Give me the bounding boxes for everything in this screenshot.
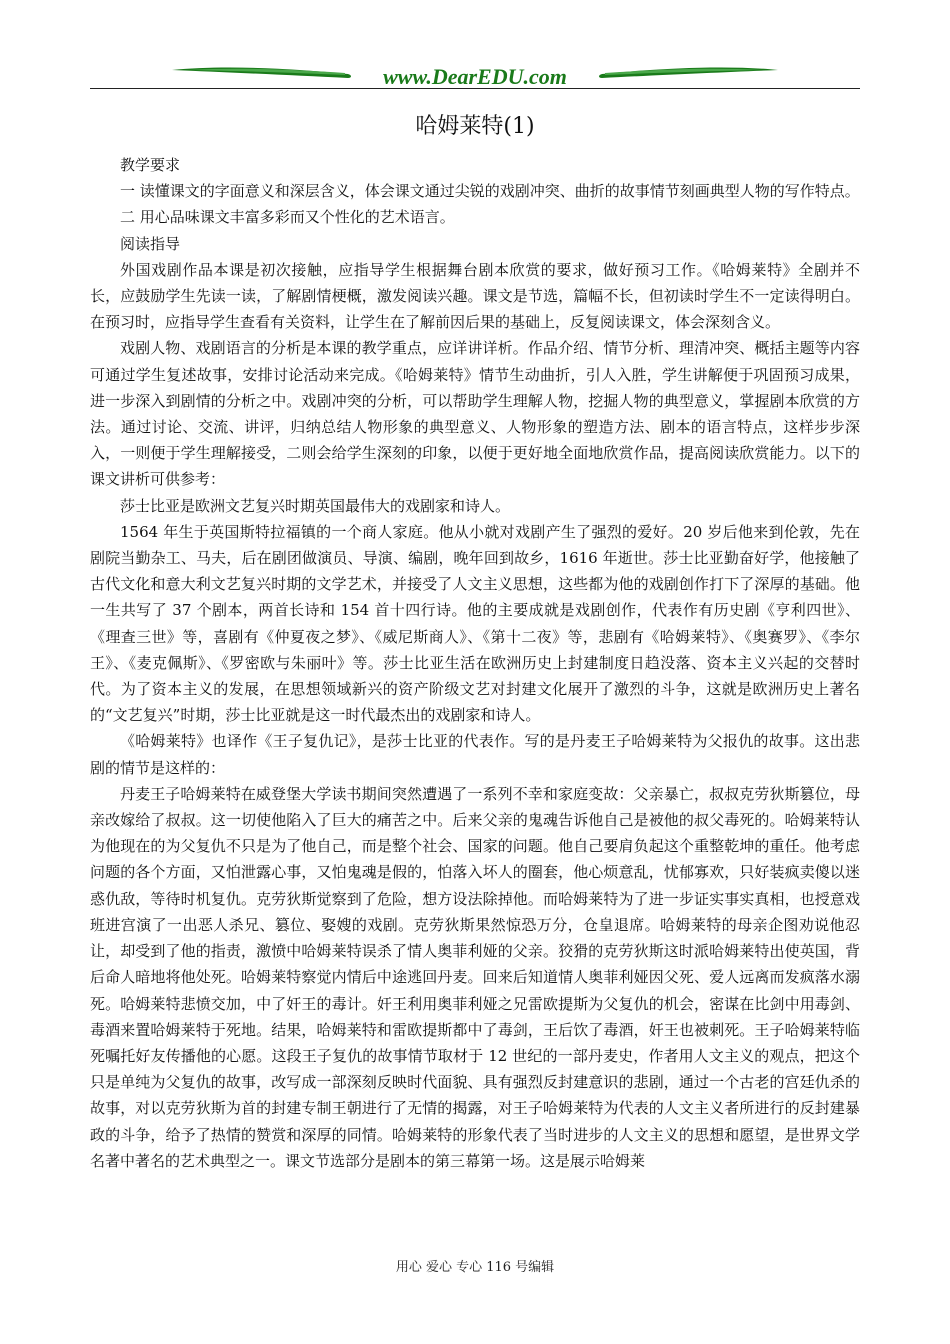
document-body	[90, 152, 860, 1174]
header-divider	[90, 88, 860, 89]
paragraph: 戏剧人物、戏剧语言的分析是本课的教学重点，应详讲详析。作品介绍、情节分析、理清冲突、概括主题等内容可通过学生复述故事，安排讨论活动来完成。《哈姆莱特》情节生动曲折，引人入胜，学生讲解便于巩固预习成果，进一步深入到剧情的分析之中。戏剧冲突的分析，可以帮助学生理解人物，挖掘人物的典型意义，掌握剧本欣赏的方法。通过讨论、交流、讲评，归纳总结人物形象的典型意义、人物形象的塑造方法、剧本的语言特点，这样步步深入，一则便于学生理解接受，二则会给学生深刻的印象，以便于更好地全面地欣赏作品，提高阅读欣赏能力。以下的课文讲析可供参考：	[90, 339, 860, 489]
section-heading-reading-guide: 阅读指导	[120, 234, 181, 253]
paragraph: 莎士比亚是欧洲文艺复兴时期英国最伟大的戏剧家和诗人。	[120, 496, 511, 515]
paragraph: 1564 年生于英国斯特拉福镇的一个商人家庭。他从小就对戏剧产生了强烈的爱好。20 岁后他来到伦敦，先在剧院当勤杂工、马夫，后在剧团做演员、导演、编剧，晚年回到故乡，1616 年逝世。莎士比亚勤奋好学，他接触了古代文化和意大利文艺复兴时期的文学艺术，并接受了人文主义思想，这些都为他的戏剧创作打下了深厚的基础。他一生共写了 37 个剧本，两首长诗和 154 首十四行诗。他的主要成就是戏剧创作，代表作有历史剧《亨利四世》、《理查三世》等，喜剧有《仲夏夜之梦》、《威尼斯商人》、《第十二夜》等，悲剧有《哈姆莱特》、《奥赛罗》、《李尔王》、《麦克佩斯》、《罗密欧与朱丽叶》等。莎士比亚生活在欧洲历史上封建制度日趋没落、资本主义兴起的交替时代。为了资本主义的发展，在思想领域新兴的资产阶级文艺对封建文化展开了激烈的斗争，这就是欧洲历史上著名的“文艺复兴”时期，莎士比亚就是这一时代最杰出的戏剧家和诗人。	[90, 522, 860, 725]
site-logo-text: www.DearEDU.com	[383, 64, 567, 89]
paragraph: 《哈姆莱特》也译作《王子复仇记》，是莎士比亚的代表作。写的是丹麦王子哈姆莱特为父报仇的故事。这出悲剧的情节是这样的：	[90, 732, 860, 777]
page-footer: 用心 爱心 专心 116 号编辑	[395, 1260, 555, 1275]
paragraph: 外国戏剧作品本课是初次接触，应指导学生根据舞台剧本欣赏的要求，做好预习工作。《哈姆莱特》全剧并不长，应鼓励学生先读一读，了解剧情梗概，激发阅读兴趣。课文是节选，篇幅不长，但初读时学生不一定读得明白。在预习时，应指导学生查看有关资料，让学生在了解前因后果的基础上，反复阅读课文，体会深刻含义。	[90, 260, 860, 332]
paragraph: 丹麦王子哈姆莱特在威登堡大学读书期间突然遭遇了一系列不幸和家庭变故：父亲暴亡，叔叔克劳狄斯篡位，母亲改嫁给了叔叔。这一切使他陷入了巨大的痛苦之中。后来父亲的鬼魂告诉他自己是被他的叔父毒死的。哈姆莱特认为他现在的为父复仇不只是为了他自己，而是整个社会、国家的问题。他自己要肩负起这个重整乾坤的重任。他考虑问题的各个方面，又怕泄露心事，又怕鬼魂是假的，怕落入坏人的圈套，他心烦意乱，忧郁寡欢，只好装疯卖傻以迷惑仇敌，等待时机复仇。克劳狄斯觉察到了危险，想方设法除掉他。而哈姆莱特为了进一步证实事实真相，也授意戏班进宫演了一出恶人杀兄、篡位、娶嫂的戏剧。克劳狄斯果然惊恐万分，仓皇退席。哈姆莱特的母亲企图劝说他忍让，却受到了他的指责，激愤中哈姆莱特误杀了情人奥菲利娅的父亲。狡猾的克劳狄斯这时派哈姆莱特出使英国，背后命人暗地将他处死。哈姆莱特察觉内情后中途逃回丹麦。回来后知道情人奥菲利娅因父死、爱人远离而发疯落水溺死。哈姆莱特悲愤交加，中了奸王的毒计。奸王利用奥菲利娅之兄雷欧提斯为父复仇的机会，密谋在比剑中用毒剑、毒酒来置哈姆莱特于死地。结果，哈姆莱特和雷欧提斯都中了毒剑，王后饮了毒酒，奸王也被刺死。王子哈姆莱特临死嘱托好友传播他的心愿。这段王子复仇的故事情节取材于 12 世纪的一部丹麦史，作者用人文主义的观点，把这个只是单纯为父复仇的故事，改写成一部深刻反映时代面貌、具有强烈反封建意识的悲剧，通过一个古老的宫廷仇杀的故事，对以克劳狄斯为首的封建专制王朝进行了无情的揭露，对王子哈姆莱特为代表的人文主义者所进行的反封建暴政的斗争，给予了热情的赞赏和深厚的同情。哈姆莱特的形象代表了当时进步的人文主义的思想和愿望，是世界文学名著中著名的艺术典型之一。课文节选部分是剧本的第三幕第一场。这是展示哈姆莱	[90, 784, 860, 1170]
paragraph: 一 读懂课文的字面意义和深层含义，体会课文通过尖锐的戏剧冲突、曲折的故事情节刻画典型人物的写作特点。	[120, 182, 860, 201]
paragraph: 二 用心品味课文丰富多彩而又个性化的艺术语言。	[120, 208, 455, 227]
section-heading-teaching-requirements: 教学要求	[120, 156, 181, 174]
page-title: 哈姆莱特(1)	[415, 114, 535, 139]
